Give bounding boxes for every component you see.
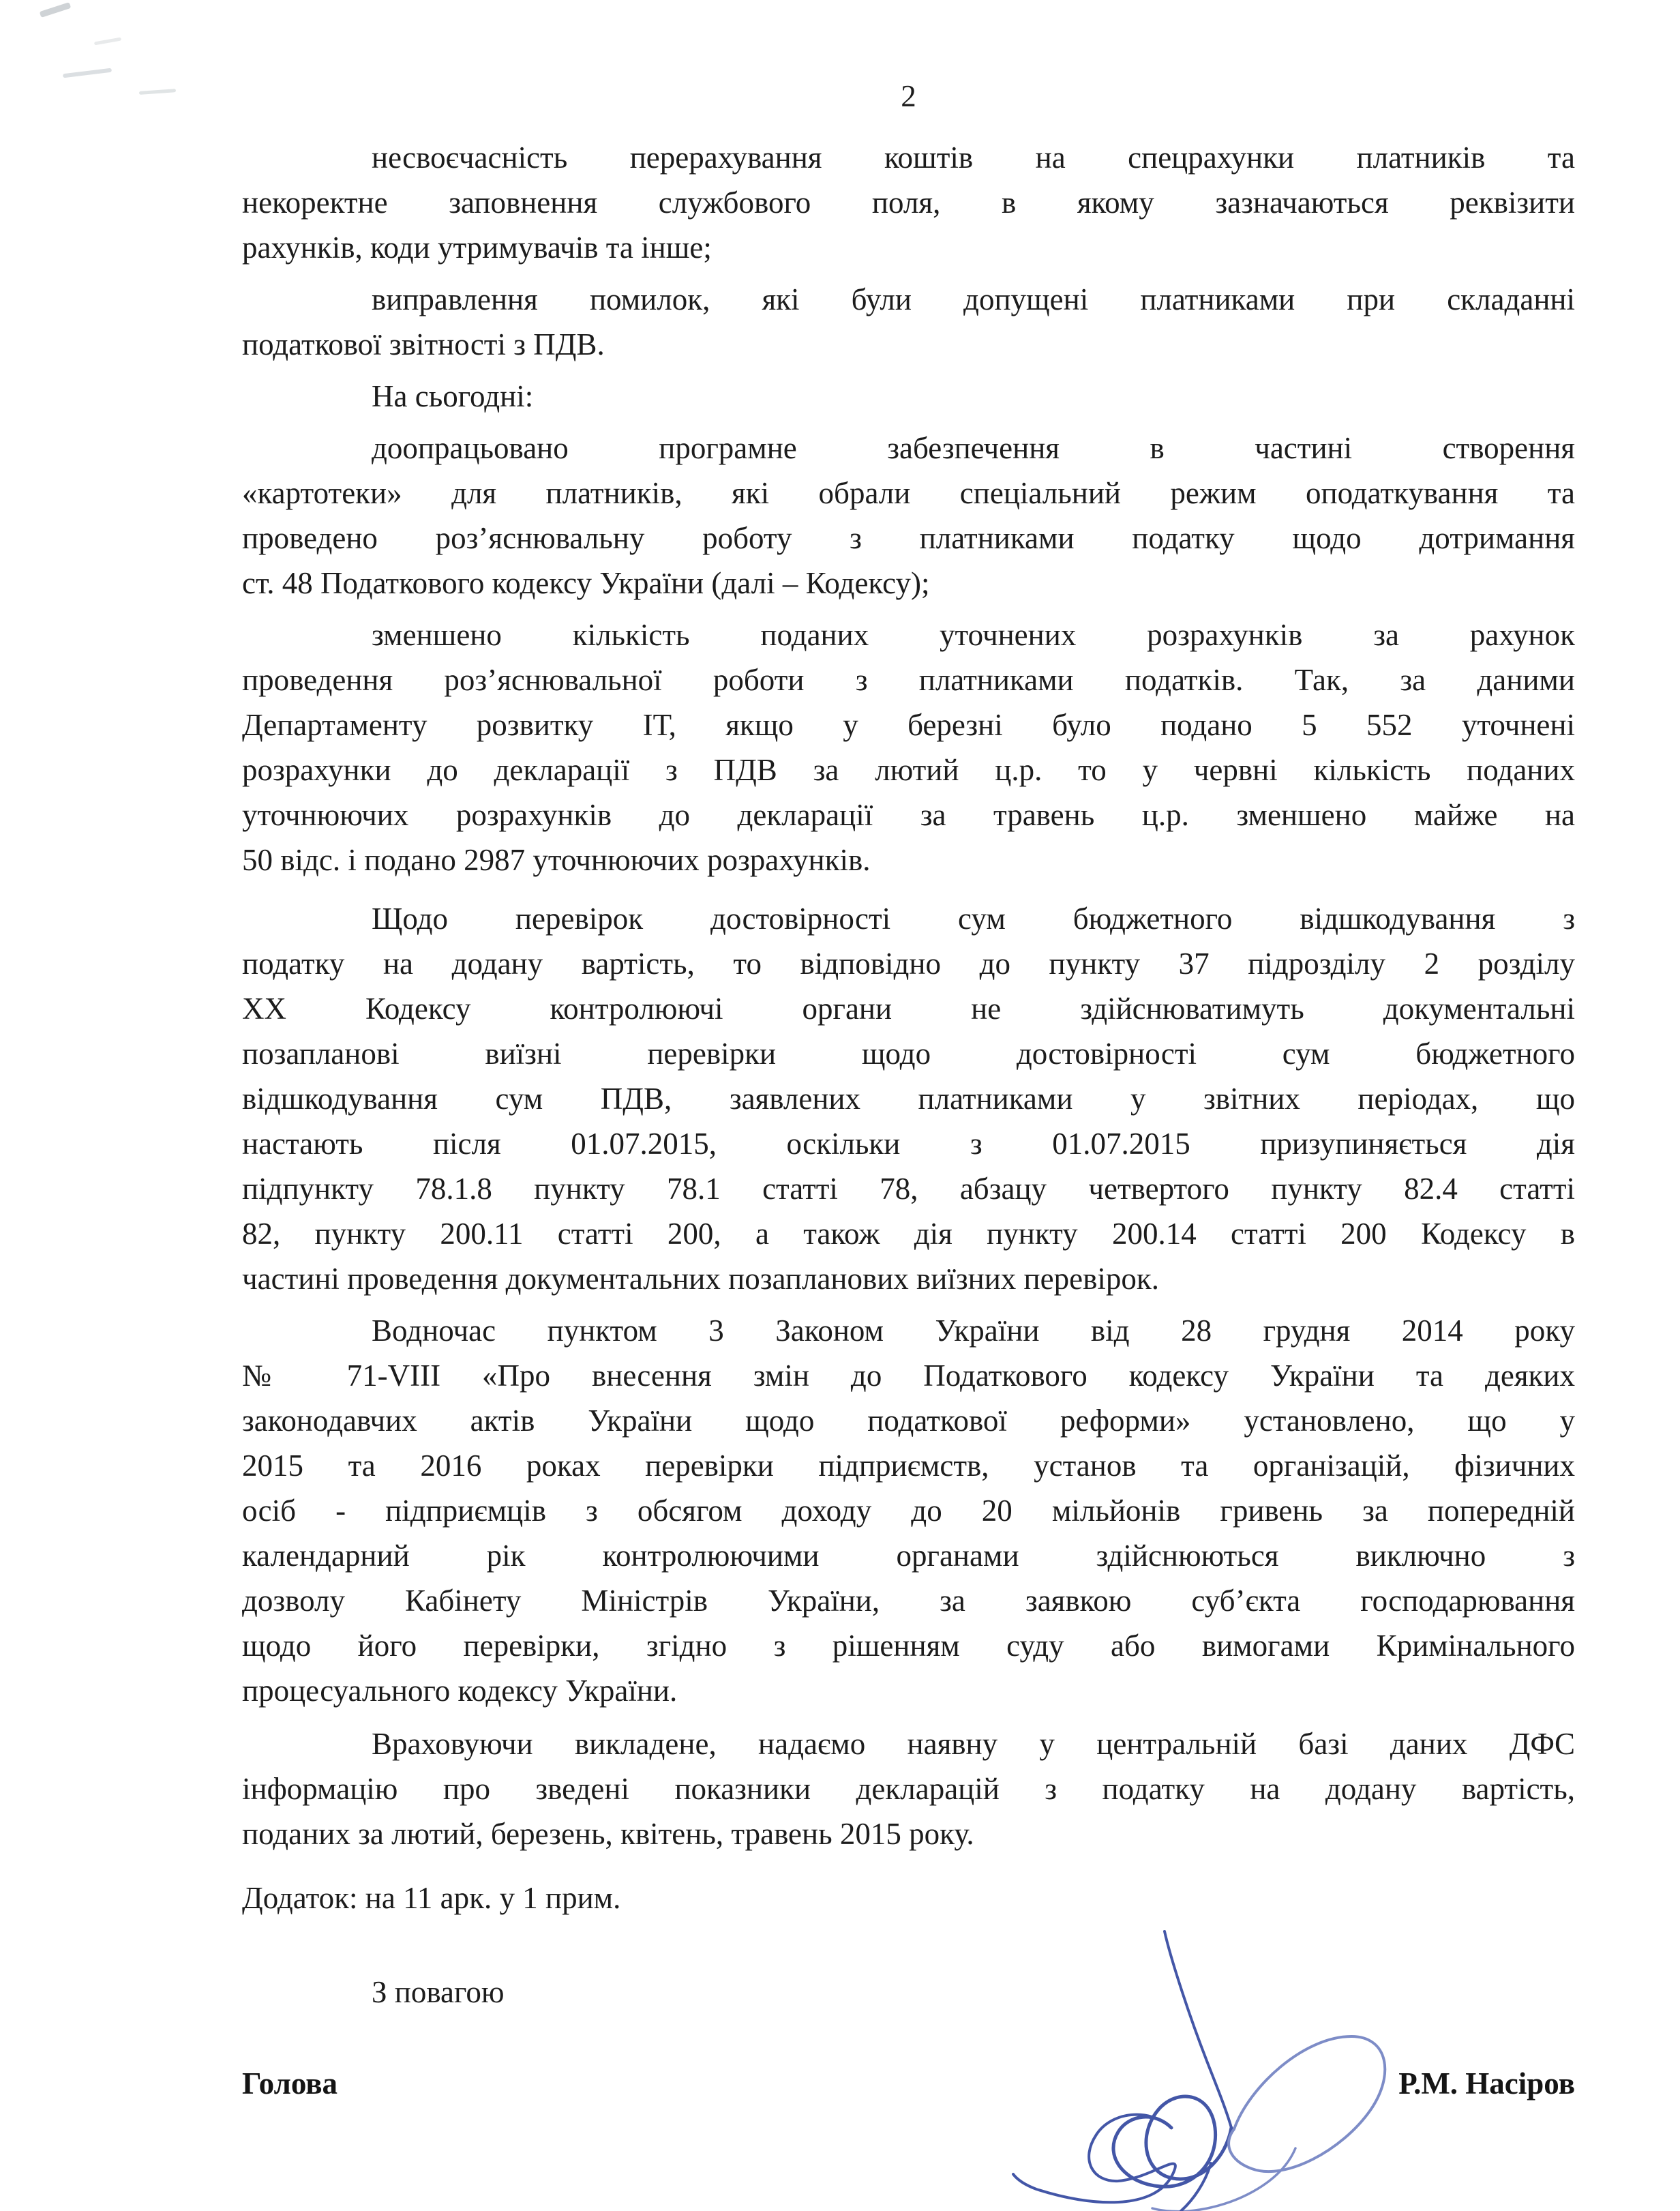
text-line: некоректне заповнення службового поля, в якому зазначаються реквізити — [242, 186, 1575, 220]
attachment-note: Додаток: на 11 арк. у 1 прим. — [242, 1881, 621, 1915]
paragraph — [242, 135, 1575, 270]
text-line: позапланові виїзні перевірки щодо достовірності сум бюджетного — [242, 1037, 1575, 1071]
text-line: щодо його перевірки, згідно з рішенням суду або вимогами Кримінального — [242, 1629, 1575, 1663]
text-line: «картотеки» для платників, які обрали спеціальний режим оподаткування та — [242, 476, 1575, 510]
text-line: № 71-VIII «Про внесення змін до Податкового кодексу України та деяких — [242, 1359, 1575, 1393]
signature-stroke — [1113, 2096, 1231, 2186]
paragraph — [242, 1721, 1575, 1856]
text-line: процесуального кодексу України. — [242, 1674, 678, 1708]
text-line: проведено роз’яснювальну роботу з платниками податку щодо дотримання — [242, 521, 1575, 555]
text-line: рахунків, коди утримувачів та інше; — [242, 231, 712, 265]
document-body-column — [242, 0, 1575, 2106]
text-line: 2015 та 2016 роках перевірки підприємств, установ та організацій, фізичних — [242, 1449, 1575, 1483]
text-line: На сьогодні: — [372, 379, 534, 413]
text-line: Водночас пунктом 3 Законом України від 28 грудня 2014 року — [372, 1314, 1575, 1348]
text-line: підпункту 78.1.8 пункту 78.1 статті 78, абзацу четвертого пункту 82.4 статті — [242, 1172, 1575, 1206]
scan-artifact-mark — [139, 89, 176, 95]
text-line: дозволу Кабінету Міністрів України, за заявкою суб’єкта господарювання — [242, 1584, 1575, 1618]
text-line: доопрацьовано програмне забезпечення в частині створення — [372, 431, 1575, 465]
text-line: поданих за лютий, березень, квітень, травень 2015 року. — [242, 1817, 974, 1851]
paragraph — [242, 1308, 1575, 1713]
signature-stroke — [1181, 2163, 1211, 2211]
text-line: розрахунки до декларації з ПДВ за лютий ц.р. то у червні кількість поданих — [242, 753, 1575, 787]
signer-title: Голова — [242, 2066, 338, 2101]
scan-artifact-mark — [40, 2, 72, 18]
text-line: настають після 01.07.2015, оскільки з 01.07.2015 призупиняється дія — [242, 1127, 1575, 1161]
signer-name: Р.М. Насіров — [1398, 2066, 1575, 2101]
paragraph — [242, 277, 1575, 367]
text-line: осіб - підприємців з обсягом доходу до 20 мільйонів гривень за попередній — [242, 1494, 1575, 1528]
text-line: 82, пункту 200.11 статті 200, а також дія пункту 200.14 статті 200 Кодексу в — [242, 1217, 1575, 1251]
document-body — [242, 135, 1575, 1856]
text-line: календарний рік контролюючими органами здійснюються виключно з — [242, 1539, 1575, 1573]
signature-stroke — [1013, 2115, 1175, 2203]
signature-block — [242, 2061, 1575, 2106]
signature-stroke — [1152, 2148, 1295, 2211]
text-line: інформацію про зведені показники декларацій з податку на додану вартість, — [242, 1772, 1575, 1806]
text-line: Враховуючи викладене, надаємо наявну у центральній базі даних ДФС — [372, 1727, 1575, 1761]
closing-salutation: З повагою — [372, 1975, 505, 2009]
text-line: уточнюючих розрахунків до декларації за травень ц.р. зменшено майже на — [242, 798, 1575, 832]
text-line: ст. 48 Податкового кодексу України (далі – Кодексу); — [242, 566, 930, 600]
scan-artifact-mark — [94, 38, 121, 46]
text-line: ХХ Кодексу контролюючі органи не здійснюватимуть документальні — [242, 992, 1575, 1026]
text-line: Щодо перевірок достовірності сум бюджетного відшкодування з — [372, 902, 1575, 936]
text-line: податкової звітності з ПДВ. — [242, 327, 605, 361]
text-line: проведення роз’яснювальної роботи з платниками податків. Так, за даними — [242, 663, 1575, 697]
text-line: виправлення помилок, які були допущені платниками при складанні — [372, 282, 1575, 316]
text-line: 50 відс. і подано 2987 уточнюючих розрахунків. — [242, 843, 871, 877]
text-line: частині проведення документальних позапланових виїзних перевірок. — [242, 1262, 1159, 1296]
text-line: законодавчих актів України щодо податкової реформи» установлено, що у — [242, 1404, 1575, 1438]
text-line: Департаменту розвитку ІТ, якщо у березні було подано 5 552 уточнені — [242, 708, 1575, 742]
text-line: несвоєчасність перерахування коштів на спецрахунки платників та — [372, 140, 1575, 175]
paragraph — [242, 612, 1575, 882]
text-line: податку на додану вартість, то відповідно до пункту 37 підрозділу 2 розділу — [242, 947, 1575, 981]
paragraph — [242, 426, 1575, 606]
scan-artifact-mark — [63, 68, 112, 78]
text-line: відшкодування сум ПДВ, заявлених платниками у звітних періодах, що — [242, 1082, 1575, 1116]
page-number: 2 — [901, 79, 916, 113]
text-line: зменшено кількість поданих уточнених розрахунків за рахунок — [372, 618, 1575, 652]
paragraph — [242, 896, 1575, 1301]
paragraph — [242, 374, 1575, 419]
